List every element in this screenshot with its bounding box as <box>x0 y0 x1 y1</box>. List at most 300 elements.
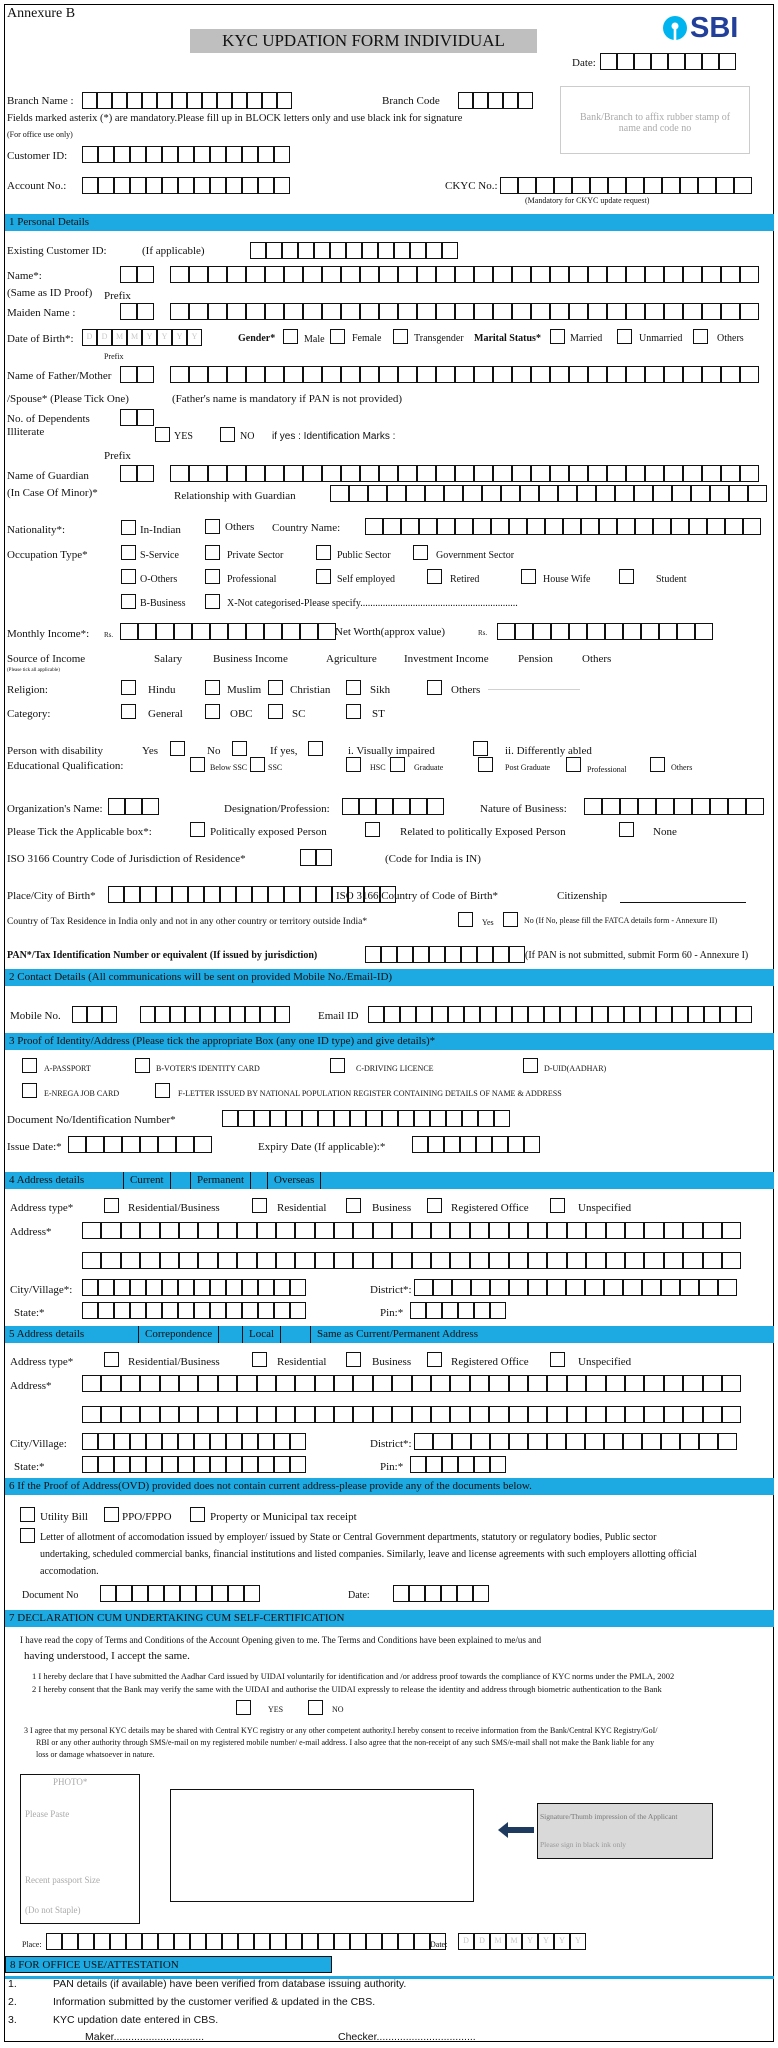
guardian-prefix-label: Prefix <box>104 450 131 462</box>
addr4-line1-boxes[interactable] <box>82 1222 741 1239</box>
addr4-type-bus-label: Business <box>372 1202 412 1214</box>
marital-married-label: Married <box>570 333 603 344</box>
related-pep-label: Related to politically Exposed Person <box>400 826 566 838</box>
occ-housewife-label: House Wife <box>543 574 591 585</box>
addr5-type-resbus-checkbox[interactable] <box>104 1352 119 1367</box>
occ-public-checkbox[interactable] <box>316 545 331 560</box>
disability-if-yes: If yes, <box>270 745 298 757</box>
expiry-date-boxes[interactable] <box>412 1136 540 1153</box>
tab-permanent[interactable]: Permanent <box>190 1172 251 1189</box>
mandatory-note: Fields marked asterix (*) are mandatory.Please fill up in BLOCK letters only and use black ink for signature <box>7 113 463 124</box>
pep-label: Politically exposed Person <box>210 826 327 838</box>
name-label: Name*: <box>7 270 42 282</box>
relationship-boxes[interactable] <box>330 485 767 502</box>
section-3-header: 3 Proof of Identity/Address (Please tick the appropriate Box (any one ID type) and give details)* <box>5 1033 774 1050</box>
place-of-birth-label: Place/City of Birth* <box>7 890 96 902</box>
section-4-title: 4 Address details <box>9 1174 85 1186</box>
addr5-type-resbus-label: Residential/Business <box>128 1356 220 1368</box>
occ-private-label: Private Sector <box>227 550 284 561</box>
religion-muslim-checkbox[interactable] <box>205 680 220 695</box>
occ-self-employed-label: Self employed <box>337 574 396 585</box>
occ-housewife-checkbox[interactable] <box>521 569 536 584</box>
office-item-2-num: 2. <box>8 1996 17 2008</box>
customer-id-label: Customer ID: <box>7 150 68 162</box>
doc-nrega-label: E-NREGA JOB CARD <box>44 1089 120 1098</box>
declaration-3b: RBI or any other authority through SMS/e-mail on my registered mobile number/ e-mail address. I also agree that the non-receipt of any such SMS/e-mail shall not make the Bank liable for any <box>36 1738 655 1747</box>
addr5-type-unspec-checkbox[interactable] <box>550 1352 565 1367</box>
disability-differently-label: ii. Differently abled <box>505 745 592 757</box>
dependents-boxes[interactable] <box>120 409 154 426</box>
marital-unmarried-label: Unmarried <box>639 333 683 344</box>
maiden-prefix-boxes[interactable] <box>120 303 154 320</box>
pan-boxes[interactable] <box>365 946 525 963</box>
addr4-district-boxes[interactable] <box>414 1279 737 1296</box>
branch-name-boxes[interactable] <box>82 92 292 109</box>
doc-npr-label: F-LETTER ISSUED BY NATIONAL POPULATION REGISTER CONTAINING DETAILS OF NAME & ADDRESS <box>178 1089 562 1098</box>
related-pep-checkbox[interactable] <box>365 822 380 837</box>
office-item-1: PAN details (if available) have been verified from database issuing authority. <box>53 1978 407 1990</box>
ckyc-label: CKYC No.: <box>445 180 498 192</box>
office-use-note: (For office use only) <box>7 130 73 139</box>
allotment-letter-checkbox[interactable] <box>20 1528 35 1543</box>
nationality-label: Nationality*: <box>7 524 66 536</box>
dob-boxes[interactable]: D D M M Y Y Y Y <box>82 329 202 346</box>
addr5-type-unspec-label: Unspecified <box>578 1356 632 1368</box>
s6-doc-no-boxes[interactable] <box>100 1585 260 1602</box>
ckyc-note: (Mandatory for CKYC update request) <box>525 196 650 205</box>
nature-business-boxes[interactable] <box>584 798 764 815</box>
mobile-label: Mobile No. <box>10 1010 61 1022</box>
tax-residence-no-checkbox[interactable] <box>503 912 518 927</box>
allotment-letter-line2: undertaking, scheduled commercial banks, financial institutions and listed companies. Similarly, leave and license agreements with such employers allotting official <box>40 1549 697 1560</box>
office-item-3-num: 3. <box>8 2014 17 2026</box>
occ-not-categorised-checkbox[interactable] <box>205 594 220 609</box>
disability-visually-checkbox[interactable] <box>308 741 323 756</box>
addr4-type-reg-checkbox[interactable] <box>427 1198 442 1213</box>
net-worth-rs: Rs. <box>478 629 488 637</box>
monthly-income-label: Monthly Income*: <box>7 628 90 640</box>
disability-differently-checkbox[interactable] <box>473 741 488 756</box>
photo-box[interactable] <box>20 1774 140 1924</box>
doc-number-boxes[interactable] <box>222 1110 510 1127</box>
addr5-type-res-checkbox[interactable] <box>252 1352 267 1367</box>
edu-ssc-label: SSC <box>268 763 283 772</box>
iso-jurisdiction-boxes[interactable] <box>300 849 332 866</box>
section-4-header <box>5 1172 774 1189</box>
issue-date-label: Issue Date:* <box>7 1141 62 1153</box>
net-worth-boxes[interactable] <box>497 623 713 640</box>
addr5-district-boxes[interactable] <box>414 1433 737 1450</box>
spouse-label: /Spouse* (Please Tick One) <box>7 393 129 405</box>
addr5-type-reg-checkbox[interactable] <box>427 1352 442 1367</box>
religion-christian-checkbox[interactable] <box>268 680 283 695</box>
guardian-prefix-boxes[interactable] <box>120 465 154 482</box>
organization-name-boxes[interactable] <box>108 798 159 815</box>
email-boxes[interactable] <box>368 1006 752 1023</box>
disability-label: Person with disability <box>7 745 103 757</box>
occ-business-label: B-Business <box>140 598 186 609</box>
declaration-date-label: Date: <box>430 1940 448 1949</box>
disability-no-label: No <box>207 745 221 757</box>
tab-overseas[interactable]: Overseas <box>267 1172 321 1189</box>
addr5-city-label: City/Village: <box>10 1438 67 1450</box>
section-2-header: 2 Contact Details (All communications will be sent on provided Mobile No./Email-ID) <box>5 969 774 986</box>
stamp-area: Bank/Branch to affix rubber stamp of name and code no <box>560 86 750 154</box>
edu-others-label: Others <box>671 763 693 772</box>
occ-service-label: S-Service <box>140 550 179 561</box>
source-agriculture: Agriculture <box>326 653 377 665</box>
section-5-title: 5 Address details <box>9 1328 85 1340</box>
doc-uid-checkbox[interactable] <box>523 1058 538 1073</box>
designation-label: Designation/Profession: <box>224 803 330 815</box>
property-tax-label: Property or Municipal tax receipt <box>210 1511 357 1523</box>
doc-npr-checkbox[interactable] <box>155 1083 170 1098</box>
tick-applicable-label: Please Tick the Applicable box*: <box>7 826 152 838</box>
nationality-others-label: Others <box>225 521 255 533</box>
category-st-label: ST <box>372 708 385 720</box>
mobile-boxes[interactable] <box>140 1006 290 1023</box>
addr5-line2-boxes[interactable] <box>82 1406 741 1423</box>
photo-paste-label: Please Paste <box>25 1809 70 1819</box>
tab-correspondence[interactable]: Correpondence <box>138 1326 219 1343</box>
mobile-code-boxes[interactable] <box>72 1006 117 1023</box>
addr5-type-res-label: Residential <box>277 1356 327 1368</box>
declaration-2: 2 I hereby consent that the Bank may verify the same with the UIDAI and authorise the UIDAI expressly to release the identity and address through biometric authentication to the Bank <box>32 1684 662 1694</box>
marital-status-label: Marital Status* <box>474 333 541 344</box>
religion-muslim-label: Muslim <box>227 684 262 696</box>
doc-voter-label: B-VOTER'S IDENTITY CARD <box>156 1064 260 1073</box>
photo-label: PHOTO* <box>53 1777 88 1787</box>
pan-label: PAN*/Tax Identification Number or equivalent (If issued by jurisdiction) <box>7 950 318 961</box>
category-obc-checkbox[interactable] <box>205 704 220 719</box>
edu-others-checkbox[interactable] <box>650 757 665 772</box>
customer-id-boxes[interactable] <box>82 146 290 163</box>
source-income-label: Source of Income <box>7 653 86 665</box>
edu-below-ssc-checkbox[interactable] <box>190 757 205 772</box>
religion-christian-label: Christian <box>290 684 331 696</box>
father-mandatory-note: (Father's name is mandatory if PAN is not provided) <box>172 393 403 405</box>
disability-visually-label: i. Visually impaired <box>348 745 435 757</box>
checker-signature[interactable]: Checker.................................. <box>338 2031 476 2043</box>
edu-ssc-checkbox[interactable] <box>250 757 265 772</box>
office-item-1-num: 1. <box>8 1978 17 1990</box>
addr4-type-bus-checkbox[interactable] <box>346 1198 361 1213</box>
occ-student-label: Student <box>656 574 687 585</box>
aadhar-consent-yes-checkbox[interactable] <box>236 1700 251 1715</box>
addr5-district-label: District*: <box>370 1438 412 1450</box>
addr4-pin-label: Pin:* <box>380 1307 404 1319</box>
form-title: KYC UPDATION FORM INDIVIDUAL <box>190 29 537 53</box>
aadhar-consent-yes-label: YES <box>268 1705 284 1714</box>
photo-staple-label: (Do not Staple) <box>25 1905 81 1915</box>
nationality-others-checkbox[interactable] <box>205 519 220 534</box>
category-label: Category: <box>7 708 51 720</box>
utility-bill-label: Utility Bill <box>40 1511 88 1523</box>
monthly-income-rs: Rs. <box>104 631 114 639</box>
addr4-type-resbus-label: Residential/Business <box>128 1202 220 1214</box>
signature-label: Signature/Thumb impression of the Applicant <box>540 1812 678 1821</box>
occ-government-checkbox[interactable] <box>413 545 428 560</box>
occ-private-checkbox[interactable] <box>205 545 220 560</box>
category-sc-checkbox[interactable] <box>268 704 283 719</box>
branch-code-label: Branch Code <box>382 95 440 107</box>
category-general-checkbox[interactable] <box>121 704 136 719</box>
guardian-name-boxes[interactable] <box>170 465 759 482</box>
signature-box[interactable] <box>170 1789 474 1902</box>
photo-size-label: Recent passport Size <box>25 1875 100 1885</box>
s6-doc-no-label: Document No <box>22 1590 79 1601</box>
doc-passport-checkbox[interactable] <box>22 1058 37 1073</box>
source-investment: Investment Income <box>404 653 489 665</box>
guardian-name-label: Name of Guardian <box>7 470 89 482</box>
marital-unmarried-checkbox[interactable] <box>617 329 632 344</box>
pep-none-label: None <box>653 826 677 838</box>
edu-professional-checkbox[interactable] <box>566 757 581 772</box>
source-others: Others <box>582 653 612 665</box>
education-label: Educational Qualification: <box>7 760 124 772</box>
gender-female-checkbox[interactable] <box>330 329 345 344</box>
father-name-boxes[interactable] <box>170 366 759 383</box>
addr4-type-resbus-checkbox[interactable] <box>104 1198 119 1213</box>
addr4-address-label: Address* <box>10 1226 52 1238</box>
signature-instruction-box <box>537 1803 713 1859</box>
edu-post-graduate-label: Post Graduate <box>505 763 551 772</box>
occ-others-label: O-Others <box>140 574 178 585</box>
existing-customer-id-boxes[interactable] <box>250 242 458 259</box>
addr5-type-bus-checkbox[interactable] <box>346 1352 361 1367</box>
nationality-indian-checkbox[interactable] <box>121 520 136 535</box>
iso-india-note: (Code for India is IN) <box>385 853 481 865</box>
declaration-3a: 3 I agree that my personal KYC details may be shared with Central KYC registry or any other competent authority.I hereby consent to receive information from the Bank/Central KYC Registry/GoI/ <box>24 1726 658 1735</box>
marital-married-checkbox[interactable] <box>550 329 565 344</box>
tab-local[interactable]: Local <box>242 1326 281 1343</box>
citizenship-label: Citizenship <box>557 890 608 902</box>
branch-name-label: Branch Name : <box>7 95 74 107</box>
section-5-header <box>5 1326 774 1343</box>
monthly-income-boxes[interactable] <box>120 623 336 640</box>
sbi-text: SBI <box>690 12 739 44</box>
addr4-city-label: City/Village*: <box>10 1284 73 1296</box>
occ-government-label: Government Sector <box>436 550 515 561</box>
edu-hsc-checkbox[interactable] <box>346 757 361 772</box>
occ-self-employed-checkbox[interactable] <box>316 569 331 584</box>
illiterate-yes-checkbox[interactable] <box>155 427 170 442</box>
marital-others-checkbox[interactable] <box>693 329 708 344</box>
addr4-city-boxes[interactable] <box>82 1279 306 1296</box>
occ-others-checkbox[interactable] <box>121 569 136 584</box>
section-8-header: 8 FOR OFFICE USE/ATTESTATION <box>5 1956 332 1973</box>
annexure-label: Annexure B <box>7 6 76 21</box>
religion-sikh-label: Sikh <box>370 684 391 696</box>
source-pension: Pension <box>518 653 553 665</box>
occ-business-checkbox[interactable] <box>121 594 136 609</box>
declaration-p2: having understood, I accept the same. <box>24 1650 190 1662</box>
edu-professional-label: Professional <box>587 765 627 774</box>
citizenship-line[interactable] <box>620 902 746 903</box>
edu-graduate-checkbox[interactable] <box>390 757 405 772</box>
doc-nrega-checkbox[interactable] <box>22 1083 37 1098</box>
occupation-label: Occupation Type* <box>7 549 88 561</box>
addr5-pin-label: Pin:* <box>380 1461 404 1473</box>
addr5-city-boxes[interactable] <box>82 1433 306 1450</box>
addr4-pin-boxes[interactable] <box>410 1302 506 1319</box>
maker-signature[interactable]: Maker............................... <box>85 2031 205 2043</box>
disability-yes-label: Yes <box>142 745 159 757</box>
tab-current[interactable]: Current <box>123 1172 171 1189</box>
iso-birth-label: ISO 3166 Country of Code of Birth* <box>336 890 498 902</box>
iso-jurisdiction-label: ISO 3166 Country Code of Jurisdiction of Residence* <box>7 853 246 865</box>
existing-customer-id-label: Existing Customer ID: <box>7 245 107 257</box>
disability-yes-checkbox[interactable] <box>170 741 185 756</box>
if-applicable-note: (If applicable) <box>142 245 205 257</box>
minor-note: (In Case Of Minor)* <box>7 487 98 499</box>
category-obc-label: OBC <box>230 708 253 720</box>
dependents-label: No. of Dependents <box>7 413 90 425</box>
prefix-label: Prefix <box>104 290 131 302</box>
edu-post-graduate-checkbox[interactable] <box>478 757 493 772</box>
arrow-left-icon <box>498 1821 534 1839</box>
occ-retired-checkbox[interactable] <box>427 569 442 584</box>
addr5-type-bus-label: Business <box>372 1356 412 1368</box>
illiterate-label: Illiterate <box>7 426 45 438</box>
net-worth-label: Net Worth(approx value) <box>335 626 446 638</box>
religion-sikh-checkbox[interactable] <box>346 680 361 695</box>
marital-others-label: Others <box>717 333 744 344</box>
occ-public-label: Public Sector <box>337 550 391 561</box>
edu-hsc-label: HSC <box>370 763 386 772</box>
s6-date-boxes[interactable] <box>393 1585 489 1602</box>
gender-transgender-label: Transgender <box>414 333 464 344</box>
doc-driving-label: C-DRIVING LICENCE <box>356 1064 434 1073</box>
dob-label: Date of Birth*: <box>7 333 74 345</box>
religion-others-checkbox[interactable] <box>427 680 442 695</box>
declaration-place-label: Place: <box>22 1940 42 1949</box>
edu-below-ssc-label: Below SSC <box>210 763 248 772</box>
section-7-header: 7 DECLARATION CUM UNDERTAKING CUM SELF-CERTIFICATION <box>5 1610 774 1627</box>
ckyc-boxes[interactable] <box>500 177 752 194</box>
illiterate-no-label: NO <box>240 431 255 442</box>
sbi-keyhole-icon <box>662 15 688 41</box>
occ-student-checkbox[interactable] <box>619 569 634 584</box>
occ-not-categorised-label: X-Not categorised-Please specify............................................................... <box>227 598 518 609</box>
section-6-header: 6 If the Proof of Address(OVD) provided does not contain current address-please provide any of the documents below. <box>5 1478 774 1495</box>
pan-note: (If PAN is not submitted, submit Form 60 - Annexure I) <box>525 950 749 961</box>
ppo-checkbox[interactable] <box>104 1507 119 1522</box>
occ-professional-label: Professional <box>227 574 277 585</box>
doc-driving-checkbox[interactable] <box>330 1058 345 1073</box>
religion-hindu-checkbox[interactable] <box>121 680 136 695</box>
tab-same-as-current[interactable]: Same as Current/Permanent Address <box>310 1326 484 1343</box>
header-date-boxes[interactable] <box>600 53 736 70</box>
addr4-type-res-label: Residential <box>277 1202 327 1214</box>
maiden-name-boxes[interactable] <box>170 303 759 320</box>
allotment-letter-line1: Letter of allotment of accomodation issued by employer/ issued by State or Central Government departments, statutory or regulatory bodies, Public sector <box>40 1532 657 1543</box>
category-st-checkbox[interactable] <box>346 704 361 719</box>
doc-uid-label: D-UID(AADHAR) <box>544 1064 607 1073</box>
addr5-state-boxes[interactable] <box>82 1456 306 1473</box>
category-general-label: General <box>148 708 183 720</box>
tax-residence-label: Country of Tax Residence in India only and not in any other country or territory outside India* <box>7 917 368 927</box>
addr5-type-reg-label: Registered Office <box>451 1356 529 1368</box>
religion-others-label: Others <box>451 684 481 696</box>
branch-code-boxes[interactable] <box>458 92 533 109</box>
category-sc-label: SC <box>292 708 306 720</box>
gender-male-checkbox[interactable] <box>283 329 298 344</box>
pep-none-checkbox[interactable] <box>619 822 634 837</box>
tax-residence-yes-checkbox[interactable] <box>458 912 473 927</box>
name-prefix-boxes[interactable] <box>120 266 154 283</box>
gender-female-label: Female <box>352 333 382 344</box>
declaration-date-boxes[interactable]: D D M M Y Y Y Y <box>458 1933 586 1950</box>
illiterate-no-checkbox[interactable] <box>220 427 235 442</box>
addr5-address-label: Address* <box>10 1380 52 1392</box>
ppo-label: PPO/FPPO <box>122 1511 172 1523</box>
source-salary: Salary <box>154 653 183 665</box>
addr4-type-res-checkbox[interactable] <box>252 1198 267 1213</box>
occ-professional-checkbox[interactable] <box>205 569 220 584</box>
name-boxes[interactable] <box>170 266 759 283</box>
occ-service-checkbox[interactable] <box>121 545 136 560</box>
gender-label: Gender* <box>238 333 276 344</box>
disability-no-checkbox[interactable] <box>232 741 247 756</box>
addr4-state-boxes[interactable] <box>82 1302 306 1319</box>
property-tax-checkbox[interactable] <box>190 1507 205 1522</box>
father-prefix-label: Prefix <box>104 352 124 361</box>
father-name-label: Name of Father/Mother <box>7 370 112 382</box>
nationality-indian-label: In-Indian <box>140 524 181 536</box>
addr5-type-label: Address type* <box>10 1356 74 1368</box>
religion-others-dots: .............................................. <box>488 683 580 692</box>
addr4-line2-boxes[interactable] <box>82 1252 741 1269</box>
expiry-date-label: Expiry Date (If applicable):* <box>258 1141 386 1153</box>
tax-residence-yes-label: Yes <box>482 918 494 927</box>
pep-checkbox[interactable] <box>190 822 205 837</box>
tax-residence-no-label: No (If No, please fill the FATCA details form - Annexure II) <box>524 916 718 925</box>
addr4-district-label: District*: <box>370 1284 412 1296</box>
country-name-label: Country Name: <box>272 522 341 534</box>
addr5-state-label: State:* <box>14 1461 45 1473</box>
maiden-name-label: Maiden Name : <box>7 307 76 319</box>
aadhar-consent-no-checkbox[interactable] <box>308 1700 323 1715</box>
father-prefix-boxes[interactable] <box>120 366 154 383</box>
declaration-place-boxes[interactable] <box>46 1933 446 1950</box>
date-label: Date: <box>572 57 596 69</box>
account-no-boxes[interactable] <box>82 177 290 194</box>
declaration-p1: I have read the copy of Terms and Conditions of the Account Opening given to me. The Terms and Conditions have been explained to me/us and <box>20 1635 542 1645</box>
country-name-boxes[interactable] <box>365 518 761 535</box>
religion-label: Religion: <box>7 684 48 696</box>
nature-business-label: Nature of Business: <box>480 803 567 815</box>
addr5-pin-boxes[interactable] <box>410 1456 506 1473</box>
email-label: Email ID <box>318 1010 359 1022</box>
addr4-type-unspec-checkbox[interactable] <box>550 1198 565 1213</box>
addr5-line1-boxes[interactable] <box>82 1375 741 1392</box>
utility-bill-checkbox[interactable] <box>20 1507 35 1522</box>
issue-date-boxes[interactable] <box>68 1136 212 1153</box>
source-business: Business Income <box>213 653 288 665</box>
doc-voter-checkbox[interactable] <box>135 1058 150 1073</box>
gender-transgender-checkbox[interactable] <box>393 329 408 344</box>
identification-marks-label: if yes : Identification Marks : <box>272 431 396 442</box>
addr4-type-unspec-label: Unspecified <box>578 1202 632 1214</box>
designation-boxes[interactable] <box>342 798 444 815</box>
addr4-state-label: State:* <box>14 1307 45 1319</box>
account-no-label: Account No.: <box>7 180 67 192</box>
office-item-3: KYC updation date entered in CBS. <box>53 2014 219 2026</box>
same-as-id-note: (Same as ID Proof) <box>7 287 93 299</box>
gender-male-label: Male <box>304 334 325 345</box>
office-item-2: Information submitted by the customer verified & updated in the CBS. <box>53 1996 376 2008</box>
